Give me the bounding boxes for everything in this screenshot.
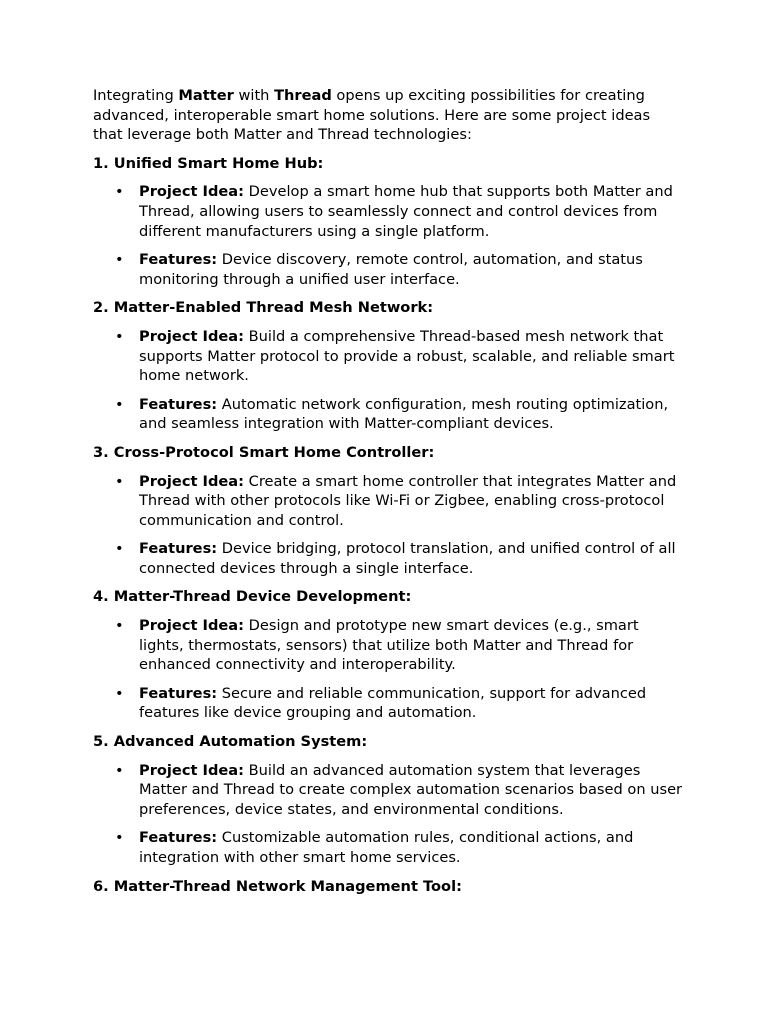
bullet-icon: • (115, 684, 124, 702)
bullet-list (93, 616, 683, 723)
item-text: Develop a smart home hub that supports both Matter and Thread, allowing users to seamlessly connect and control devices from different manufacturers using a single platform. (139, 183, 673, 240)
list-item (115, 761, 683, 820)
item-label: Features: (139, 829, 218, 847)
list-item (115, 182, 683, 241)
item-text: Create a smart home controller that integrates Matter and Thread with other protocols like Wi-Fi or Zigbee, enabling cross-protocol communication and control. (139, 472, 677, 529)
section (93, 298, 683, 434)
section (93, 877, 683, 897)
bullet-list (93, 182, 683, 289)
item-label: Project Idea: (139, 327, 244, 345)
item-label: Project Idea: (139, 761, 244, 779)
item-text: Build a comprehensive Thread-based mesh network that supports Matter protocol to provide a robust, scalable, and reliable smart home network. (139, 327, 675, 385)
bullet-list (93, 327, 683, 434)
section-title: 3. Cross-Protocol Smart Home Controller: (93, 443, 435, 461)
item-text: Automatic network configuration, mesh routing optimization, and seamless integration with Matter-compliant devices. (139, 395, 669, 433)
item-text: Device bridging, protocol translation, and unified control of all connected devices through a single interface. (139, 540, 676, 577)
item-label: Project Idea: (139, 617, 244, 635)
section-title: 2. Matter-Enabled Thread Mesh Network: (93, 299, 434, 317)
document-body (93, 86, 683, 905)
item-label: Project Idea: (139, 472, 244, 490)
item-text: Customizable automation rules, conditional actions, and integration with other smart home services. (139, 829, 634, 866)
item-text: Build an advanced automation system that leverages Matter and Thread to create complex automation scenarios based on user preferences, device states, and environmental conditions. (139, 761, 683, 818)
item-text: Design and prototype new smart devices (e.g., smart lights, thermostats, sensors) that utilize both Matter and Thread for enhanced connectivity and interoperability. (139, 617, 639, 674)
bullet-icon: • (115, 829, 124, 847)
section (93, 154, 683, 290)
list-item (115, 250, 683, 289)
list-item (115, 327, 683, 386)
intro-bold-matter: Matter (178, 87, 234, 104)
intro-text: Integrating (93, 87, 179, 104)
section-title: 5. Advanced Automation System: (93, 733, 368, 751)
item-label: Features: (139, 395, 218, 413)
item-label: Project Idea: (139, 183, 244, 201)
item-label: Features: (139, 540, 218, 558)
section (93, 732, 683, 868)
item-label: Features: (139, 251, 218, 269)
section-title: 4. Matter-Thread Device Development: (93, 588, 412, 606)
section (93, 587, 683, 723)
bullet-icon: • (115, 472, 124, 490)
item-label: Features: (139, 684, 218, 702)
intro-bold-thread: Thread (274, 87, 332, 104)
bullet-icon: • (115, 183, 124, 201)
bullet-icon: • (115, 251, 124, 269)
section-title: 1. Unified Smart Home Hub: (93, 154, 324, 172)
bullet-icon: • (115, 617, 124, 635)
bullet-list (93, 761, 683, 868)
intro-text: with (233, 87, 275, 104)
list-item (115, 828, 683, 867)
item-text: Device discovery, remote control, automation, and status monitoring through a unified user interface. (139, 251, 643, 288)
item-text: Secure and reliable communication, support for advanced features like device grouping and automation. (139, 684, 647, 722)
bullet-icon: • (115, 761, 124, 779)
list-item (115, 684, 683, 723)
list-item (115, 472, 683, 531)
bullet-icon: • (115, 395, 124, 413)
list-item (115, 539, 683, 578)
bullet-list (93, 472, 683, 579)
section-title: 6. Matter-Thread Network Management Tool: (93, 877, 462, 895)
bullet-icon: • (115, 327, 124, 345)
section (93, 443, 683, 579)
list-item (115, 395, 683, 434)
bullet-icon: • (115, 540, 124, 558)
intro-paragraph (93, 86, 683, 145)
list-item (115, 616, 683, 675)
intro-text: opens up exciting possibilities for creating advanced, interoperable smart home solutions. Here are some project ideas that leverage both Matter and Thread technologies: (93, 87, 651, 144)
